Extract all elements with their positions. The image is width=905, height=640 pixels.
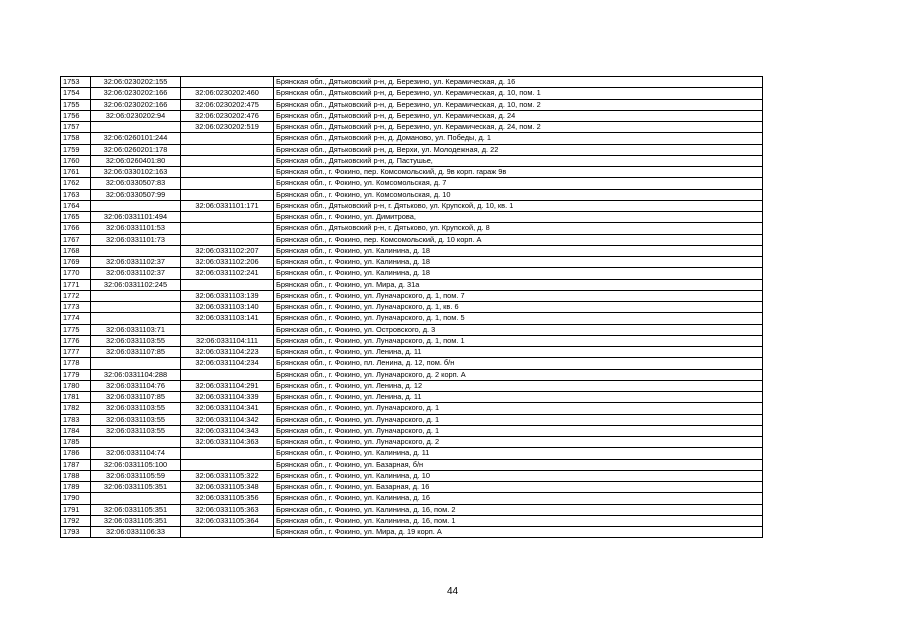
- table-row: [61, 178, 763, 189]
- table-row: [61, 380, 763, 391]
- table-row: [61, 482, 763, 493]
- row-number-cell: 1756: [61, 110, 91, 121]
- table-row: [61, 493, 763, 504]
- related-cadastral-number-cell: 32:06:0331104:339: [181, 392, 274, 403]
- related-cadastral-number-cell: [181, 144, 274, 155]
- row-number-cell: 1769: [61, 257, 91, 268]
- related-cadastral-number-cell: [181, 459, 274, 470]
- row-number-cell: 1753: [61, 77, 91, 88]
- related-cadastral-number-cell: 32:06:0230202:519: [181, 122, 274, 133]
- cadastral-number-cell: [91, 245, 181, 256]
- table-row: [61, 302, 763, 313]
- cadastral-number-cell: [91, 313, 181, 324]
- cadastral-number-cell: 32:06:0230202:166: [91, 88, 181, 99]
- table-row: [61, 347, 763, 358]
- cadastral-number-cell: [91, 358, 181, 369]
- related-cadastral-number-cell: 32:06:0331102:207: [181, 245, 274, 256]
- related-cadastral-number-cell: 32:06:0331105:322: [181, 470, 274, 481]
- related-cadastral-number-cell: 32:06:0331105:356: [181, 493, 274, 504]
- table-row: [61, 77, 763, 88]
- address-cell: Брянская обл., г. Фокино, ул. Ленина, д. 11: [274, 392, 763, 403]
- cadastral-number-cell: 32:06:0230202:94: [91, 110, 181, 121]
- cadastral-number-cell: 32:06:0330102:163: [91, 167, 181, 178]
- table-row: [61, 358, 763, 369]
- row-number-cell: 1772: [61, 290, 91, 301]
- row-number-cell: 1793: [61, 527, 91, 538]
- row-number-cell: 1767: [61, 234, 91, 245]
- address-cell: Брянская обл., г. Фокино, ул. Луначарского, д. 1: [274, 403, 763, 414]
- cadastral-number-cell: 32:06:0230202:155: [91, 77, 181, 88]
- table-row: [61, 110, 763, 121]
- address-cell: Брянская обл., Дятьковский р-н, д. Березино, ул. Керамическая, д. 24: [274, 110, 763, 121]
- row-number-cell: 1760: [61, 155, 91, 166]
- row-number-cell: 1771: [61, 279, 91, 290]
- related-cadastral-number-cell: [181, 369, 274, 380]
- address-cell: Брянская обл., г. Фокино, ул. Калинина, д. 11: [274, 448, 763, 459]
- row-number-cell: 1792: [61, 515, 91, 526]
- address-cell: Брянская обл., Дятьковский р-н, д. Березино, ул. Керамическая, д. 24, пом. 2: [274, 122, 763, 133]
- cadastral-number-cell: [91, 437, 181, 448]
- related-cadastral-number-cell: [181, 178, 274, 189]
- cadastral-number-cell: 32:06:0330507:83: [91, 178, 181, 189]
- cadastral-number-cell: 32:06:0331101:53: [91, 223, 181, 234]
- row-number-cell: 1789: [61, 482, 91, 493]
- cadastral-number-cell: 32:06:0331103:55: [91, 335, 181, 346]
- cadastral-number-cell: 32:06:0331103:55: [91, 414, 181, 425]
- row-number-cell: 1764: [61, 200, 91, 211]
- row-number-cell: 1759: [61, 144, 91, 155]
- cadastral-number-cell: 32:06:0331104:288: [91, 369, 181, 380]
- table-row: [61, 459, 763, 470]
- related-cadastral-number-cell: [181, 133, 274, 144]
- table-row: [61, 268, 763, 279]
- cadastral-number-cell: 32:06:0331105:59: [91, 470, 181, 481]
- table-row: [61, 212, 763, 223]
- row-number-cell: 1755: [61, 99, 91, 110]
- related-cadastral-number-cell: [181, 234, 274, 245]
- address-cell: Брянская обл., г. Фокино, ул. Ленина, д. 11: [274, 347, 763, 358]
- row-number-cell: 1781: [61, 392, 91, 403]
- address-cell: Брянская обл., г. Фокино, пер. Комсомольский, д. 9в корп. гараж 9в: [274, 167, 763, 178]
- table-row: [61, 470, 763, 481]
- table-row: [61, 324, 763, 335]
- address-cell: Брянская обл., Дятьковский р-н, д. Березино, ул. Керамическая, д. 10, пом. 2: [274, 99, 763, 110]
- address-cell: Брянская обл., г. Фокино, ул. Калинина, д. 18: [274, 245, 763, 256]
- address-cell: Брянская обл., г. Фокино, пл. Ленина, д. 12, пом. б/н: [274, 358, 763, 369]
- address-cell: Брянская обл., г. Фокино, ул. Островского, д. 3: [274, 324, 763, 335]
- page-number: 44: [446, 586, 459, 597]
- table-row: [61, 448, 763, 459]
- related-cadastral-number-cell: 32:06:0230202:460: [181, 88, 274, 99]
- table-row: [61, 425, 763, 436]
- address-cell: Брянская обл., г. Фокино, ул. Калинина, д. 10: [274, 470, 763, 481]
- row-number-cell: 1780: [61, 380, 91, 391]
- related-cadastral-number-cell: [181, 279, 274, 290]
- address-cell: Брянская обл., г. Фокино, ул. Луначарского, д. 2 корп. А: [274, 369, 763, 380]
- table-row: [61, 414, 763, 425]
- cadastral-number-cell: [91, 200, 181, 211]
- cadastral-number-cell: 32:06:0331105:351: [91, 515, 181, 526]
- table-row: [61, 99, 763, 110]
- row-number-cell: 1758: [61, 133, 91, 144]
- table-row: [61, 245, 763, 256]
- cadastral-number-cell: 32:06:0330507:99: [91, 189, 181, 200]
- table-row: [61, 335, 763, 346]
- row-number-cell: 1788: [61, 470, 91, 481]
- cadastral-number-cell: 32:06:0331104:74: [91, 448, 181, 459]
- address-cell: Брянская обл., г. Фокино, ул. Базарная, б/н: [274, 459, 763, 470]
- row-number-cell: 1763: [61, 189, 91, 200]
- row-number-cell: 1783: [61, 414, 91, 425]
- row-number-cell: 1785: [61, 437, 91, 448]
- row-number-cell: 1776: [61, 335, 91, 346]
- cadastral-number-cell: 32:06:0331102:245: [91, 279, 181, 290]
- cadastral-number-cell: 32:06:0331105:100: [91, 459, 181, 470]
- row-number-cell: 1791: [61, 504, 91, 515]
- related-cadastral-number-cell: 32:06:0331102:241: [181, 268, 274, 279]
- table-row: [61, 155, 763, 166]
- table-row: [61, 369, 763, 380]
- address-cell: Брянская обл., г. Фокино, ул. Мира, д. 19 корп. А: [274, 527, 763, 538]
- table-row: [61, 290, 763, 301]
- row-number-cell: 1765: [61, 212, 91, 223]
- address-cell: Брянская обл., Дятьковский р-н, д. Березино, ул. Керамическая, д. 16: [274, 77, 763, 88]
- cadastral-number-cell: 32:06:0331105:351: [91, 504, 181, 515]
- row-number-cell: 1761: [61, 167, 91, 178]
- related-cadastral-number-cell: 32:06:0331104:223: [181, 347, 274, 358]
- related-cadastral-number-cell: [181, 77, 274, 88]
- address-cell: Брянская обл., Дятьковский р-н, г. Дятьково, ул. Крупской, д. 10, кв. 1: [274, 200, 763, 211]
- cadastral-number-cell: 32:06:0331105:351: [91, 482, 181, 493]
- table-row: [61, 515, 763, 526]
- row-number-cell: 1777: [61, 347, 91, 358]
- address-cell: Брянская обл., г. Фокино, ул. Комсомольская, д. 10: [274, 189, 763, 200]
- related-cadastral-number-cell: 32:06:0331104:343: [181, 425, 274, 436]
- related-cadastral-number-cell: 32:06:0331104:291: [181, 380, 274, 391]
- address-cell: Брянская обл., г. Фокино, ул. Базарная, д. 16: [274, 482, 763, 493]
- cadastral-number-cell: 32:06:0331101:73: [91, 234, 181, 245]
- cadastral-number-cell: 32:06:0331103:55: [91, 425, 181, 436]
- row-number-cell: 1784: [61, 425, 91, 436]
- table-row: [61, 133, 763, 144]
- address-cell: Брянская обл., г. Фокино, ул. Мира, д. 31а: [274, 279, 763, 290]
- cadastral-number-cell: 32:06:0331101:494: [91, 212, 181, 223]
- cadastral-number-cell: 32:06:0230202:166: [91, 99, 181, 110]
- row-number-cell: 1770: [61, 268, 91, 279]
- cadastral-number-cell: 32:06:0260101:244: [91, 133, 181, 144]
- table-row: [61, 122, 763, 133]
- related-cadastral-number-cell: 32:06:0331101:171: [181, 200, 274, 211]
- cadastral-number-cell: [91, 290, 181, 301]
- table-row: [61, 313, 763, 324]
- related-cadastral-number-cell: [181, 223, 274, 234]
- related-cadastral-number-cell: 32:06:0331104:363: [181, 437, 274, 448]
- address-cell: Брянская обл., Дятьковский р-н, г. Дятьково, ул. Крупской, д. 8: [274, 223, 763, 234]
- table-row: [61, 189, 763, 200]
- row-number-cell: 1762: [61, 178, 91, 189]
- address-cell: Брянская обл., г. Фокино, ул. Калинина, д. 16: [274, 493, 763, 504]
- address-cell: Брянская обл., г. Фокино, ул. Калинина, д. 16, пом. 1: [274, 515, 763, 526]
- address-cell: Брянская обл., г. Фокино, ул. Луначарского, д. 1, кв. 6: [274, 302, 763, 313]
- related-cadastral-number-cell: 32:06:0331105:364: [181, 515, 274, 526]
- table-row: [61, 504, 763, 515]
- related-cadastral-number-cell: 32:06:0331104:342: [181, 414, 274, 425]
- cadastral-number-cell: [91, 493, 181, 504]
- related-cadastral-number-cell: [181, 155, 274, 166]
- related-cadastral-number-cell: [181, 212, 274, 223]
- related-cadastral-number-cell: 32:06:0331102:206: [181, 257, 274, 268]
- cadastral-number-cell: 32:06:0331102:37: [91, 268, 181, 279]
- records-table-body: [61, 77, 763, 538]
- address-cell: Брянская обл., г. Фокино, ул. Калинина, д. 18: [274, 268, 763, 279]
- row-number-cell: 1757: [61, 122, 91, 133]
- row-number-cell: 1768: [61, 245, 91, 256]
- cadastral-number-cell: 32:06:0260201:178: [91, 144, 181, 155]
- table-row: [61, 403, 763, 414]
- related-cadastral-number-cell: [181, 324, 274, 335]
- cadastral-number-cell: 32:06:0331102:37: [91, 257, 181, 268]
- cadastral-number-cell: 32:06:0331107:85: [91, 392, 181, 403]
- related-cadastral-number-cell: [181, 448, 274, 459]
- related-cadastral-number-cell: 32:06:0230202:476: [181, 110, 274, 121]
- related-cadastral-number-cell: 32:06:0331103:141: [181, 313, 274, 324]
- related-cadastral-number-cell: [181, 527, 274, 538]
- cadastral-number-cell: 32:06:0331107:85: [91, 347, 181, 358]
- address-cell: Брянская обл., Дятьковский р-н, д. Верхи, ул. Молодежная, д. 22: [274, 144, 763, 155]
- table-row: [61, 88, 763, 99]
- address-cell: Брянская обл., Дятьковский р-н, д. Доманово, ул. Победы, д. 1: [274, 133, 763, 144]
- address-cell: Брянская обл., г. Фокино, пер. Комсомольский, д. 10 корп. А: [274, 234, 763, 245]
- table-row: [61, 527, 763, 538]
- cadastral-number-cell: 32:06:0331103:71: [91, 324, 181, 335]
- cadastral-number-cell: 32:06:0331103:55: [91, 403, 181, 414]
- cadastral-number-cell: [91, 122, 181, 133]
- table-row: [61, 167, 763, 178]
- address-cell: Брянская обл., г. Фокино, ул. Луначарского, д. 1, пом. 7: [274, 290, 763, 301]
- related-cadastral-number-cell: 32:06:0331104:234: [181, 358, 274, 369]
- table-row: [61, 392, 763, 403]
- address-cell: Брянская обл., г. Фокино, ул. Луначарского, д. 2: [274, 437, 763, 448]
- row-number-cell: 1786: [61, 448, 91, 459]
- records-table: [60, 76, 763, 538]
- related-cadastral-number-cell: 32:06:0331105:363: [181, 504, 274, 515]
- row-number-cell: 1790: [61, 493, 91, 504]
- related-cadastral-number-cell: 32:06:0230202:475: [181, 99, 274, 110]
- address-cell: Брянская обл., г. Фокино, ул. Калинина, д. 16, пом. 2: [274, 504, 763, 515]
- row-number-cell: 1774: [61, 313, 91, 324]
- address-cell: Брянская обл., г. Фокино, ул. Ленина, д. 12: [274, 380, 763, 391]
- row-number-cell: 1775: [61, 324, 91, 335]
- address-cell: Брянская обл., Дятьковский р-н, д. Пастушье,: [274, 155, 763, 166]
- row-number-cell: 1779: [61, 369, 91, 380]
- table-row: [61, 279, 763, 290]
- cadastral-number-cell: 32:06:0260401:80: [91, 155, 181, 166]
- address-cell: Брянская обл., г. Фокино, ул. Луначарского, д. 1: [274, 414, 763, 425]
- related-cadastral-number-cell: 32:06:0331103:139: [181, 290, 274, 301]
- row-number-cell: 1787: [61, 459, 91, 470]
- records-table-container: [60, 76, 763, 538]
- related-cadastral-number-cell: [181, 189, 274, 200]
- address-cell: Брянская обл., г. Фокино, ул. Димитрова,: [274, 212, 763, 223]
- related-cadastral-number-cell: 32:06:0331105:348: [181, 482, 274, 493]
- table-row: [61, 234, 763, 245]
- cadastral-number-cell: 32:06:0331106:33: [91, 527, 181, 538]
- row-number-cell: 1754: [61, 88, 91, 99]
- table-row: [61, 257, 763, 268]
- row-number-cell: 1773: [61, 302, 91, 313]
- row-number-cell: 1782: [61, 403, 91, 414]
- table-row: [61, 223, 763, 234]
- table-row: [61, 200, 763, 211]
- cadastral-number-cell: 32:06:0331104:76: [91, 380, 181, 391]
- related-cadastral-number-cell: [181, 167, 274, 178]
- address-cell: Брянская обл., г. Фокино, ул. Калинина, д. 18: [274, 257, 763, 268]
- address-cell: Брянская обл., Дятьковский р-н, д. Березино, ул. Керамическая, д. 10, пом. 1: [274, 88, 763, 99]
- related-cadastral-number-cell: 32:06:0331104:341: [181, 403, 274, 414]
- address-cell: Брянская обл., г. Фокино, ул. Луначарского, д. 1: [274, 425, 763, 436]
- cadastral-number-cell: [91, 302, 181, 313]
- related-cadastral-number-cell: 32:06:0331103:140: [181, 302, 274, 313]
- address-cell: Брянская обл., г. Фокино, ул. Комсомольская, д. 7: [274, 178, 763, 189]
- address-cell: Брянская обл., г. Фокино, ул. Луначарского, д. 1, пом. 5: [274, 313, 763, 324]
- table-row: [61, 437, 763, 448]
- table-row: [61, 144, 763, 155]
- row-number-cell: 1766: [61, 223, 91, 234]
- row-number-cell: 1778: [61, 358, 91, 369]
- related-cadastral-number-cell: 32:06:0331104:111: [181, 335, 274, 346]
- address-cell: Брянская обл., г. Фокино, ул. Луначарского, д. 1, пом. 1: [274, 335, 763, 346]
